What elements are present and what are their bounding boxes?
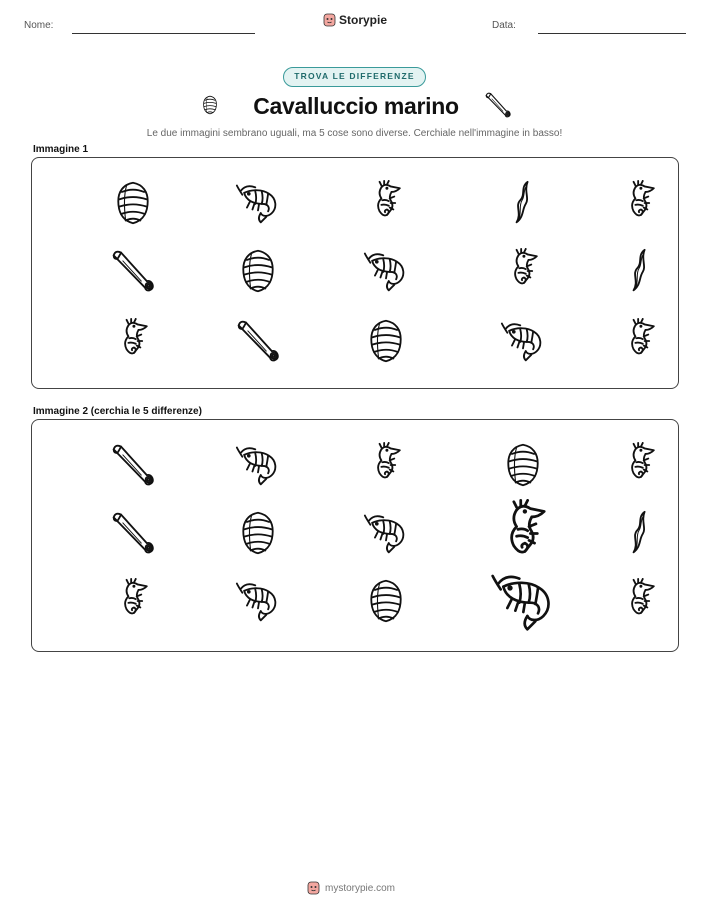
grid-cell[interactable] — [487, 240, 559, 302]
image2-label: Immagine 2 (cerchia le 5 differenze) — [33, 406, 202, 417]
grid-cell[interactable] — [487, 172, 559, 234]
shell-icon — [363, 318, 409, 364]
grid-cell[interactable] — [604, 570, 676, 632]
seahorse-icon — [617, 578, 663, 624]
seahorse-icon — [363, 180, 409, 226]
grid-cell[interactable] — [604, 310, 676, 372]
page-title: Cavalluccio marino — [253, 93, 459, 119]
footer — [307, 881, 395, 895]
grid-cell[interactable] — [604, 502, 676, 564]
image1-panel — [31, 157, 679, 389]
grid-cell[interactable] — [222, 240, 294, 302]
grid-cell[interactable] — [97, 434, 169, 496]
seahorse-icon — [110, 578, 156, 624]
shrimp-icon — [235, 180, 281, 226]
shell-icon — [363, 578, 409, 624]
bone-icon — [110, 510, 156, 556]
grid-cell[interactable] — [97, 172, 169, 234]
shrimp-icon — [363, 248, 409, 294]
grid-cell[interactable] — [604, 240, 676, 302]
grid-cell[interactable] — [222, 310, 294, 372]
shrimp-icon — [500, 318, 546, 364]
grid-cell[interactable] — [97, 310, 169, 372]
grid-cell[interactable] — [487, 310, 559, 372]
grid-cell[interactable] — [487, 570, 559, 632]
grid-cell[interactable] — [350, 434, 422, 496]
image2-panel — [31, 419, 679, 652]
seahorse-icon — [500, 248, 546, 294]
image1-label: Immagine 1 — [33, 144, 89, 155]
name-line[interactable] — [72, 33, 255, 34]
grid-cell[interactable] — [350, 240, 422, 302]
seahorse-icon — [110, 318, 156, 364]
grid-cell[interactable] — [487, 502, 559, 564]
shell-icon — [500, 442, 546, 488]
grid-cell[interactable] — [222, 570, 294, 632]
shrimp-icon — [363, 510, 409, 556]
shrimp-icon — [235, 442, 281, 488]
date-line[interactable] — [538, 33, 686, 34]
grid-cell[interactable] — [350, 570, 422, 632]
name-label: Nome: — [24, 20, 54, 31]
grid-cell[interactable] — [350, 310, 422, 372]
seahorse-icon — [363, 442, 409, 488]
mascot-icon — [323, 13, 336, 27]
seaweed-icon — [500, 180, 546, 226]
brand-name: Storypie — [339, 13, 388, 27]
shell-icon — [235, 248, 281, 294]
footer-url: mystorypie.com — [325, 882, 396, 894]
grid-cell[interactable] — [97, 502, 169, 564]
seaweed-icon — [617, 248, 663, 294]
grid-cell[interactable] — [350, 502, 422, 564]
title-bone-icon — [484, 91, 512, 124]
seaweed-icon — [617, 510, 663, 556]
grid-cell[interactable] — [222, 172, 294, 234]
shell-icon — [235, 510, 281, 556]
brand-logo — [323, 13, 387, 27]
bone-icon — [110, 442, 156, 488]
seahorse-icon — [489, 499, 558, 568]
seahorse-icon — [617, 180, 663, 226]
shrimp-icon — [235, 578, 281, 624]
date-label: Data: — [492, 20, 516, 31]
shrimp-icon — [490, 568, 557, 635]
grid-cell[interactable] — [604, 434, 676, 496]
grid-cell[interactable] — [97, 570, 169, 632]
shell-icon — [110, 180, 156, 226]
mascot-icon — [307, 881, 320, 895]
grid-cell[interactable] — [222, 502, 294, 564]
seahorse-icon — [617, 318, 663, 364]
title-shell-icon — [200, 92, 220, 123]
grid-cell[interactable] — [350, 172, 422, 234]
instructions: Le due immagini sembrano uguali, ma 5 cose sono diverse. Cerchiale nell'immagine in basso! — [146, 128, 563, 139]
bone-icon — [110, 248, 156, 294]
grid-cell[interactable] — [487, 434, 559, 496]
grid-cell[interactable] — [222, 434, 294, 496]
grid-cell[interactable] — [604, 172, 676, 234]
bone-icon — [235, 318, 281, 364]
activity-badge: TROVA LE DIFFERENZE — [283, 67, 426, 87]
seahorse-icon — [617, 442, 663, 488]
grid-cell[interactable] — [97, 240, 169, 302]
